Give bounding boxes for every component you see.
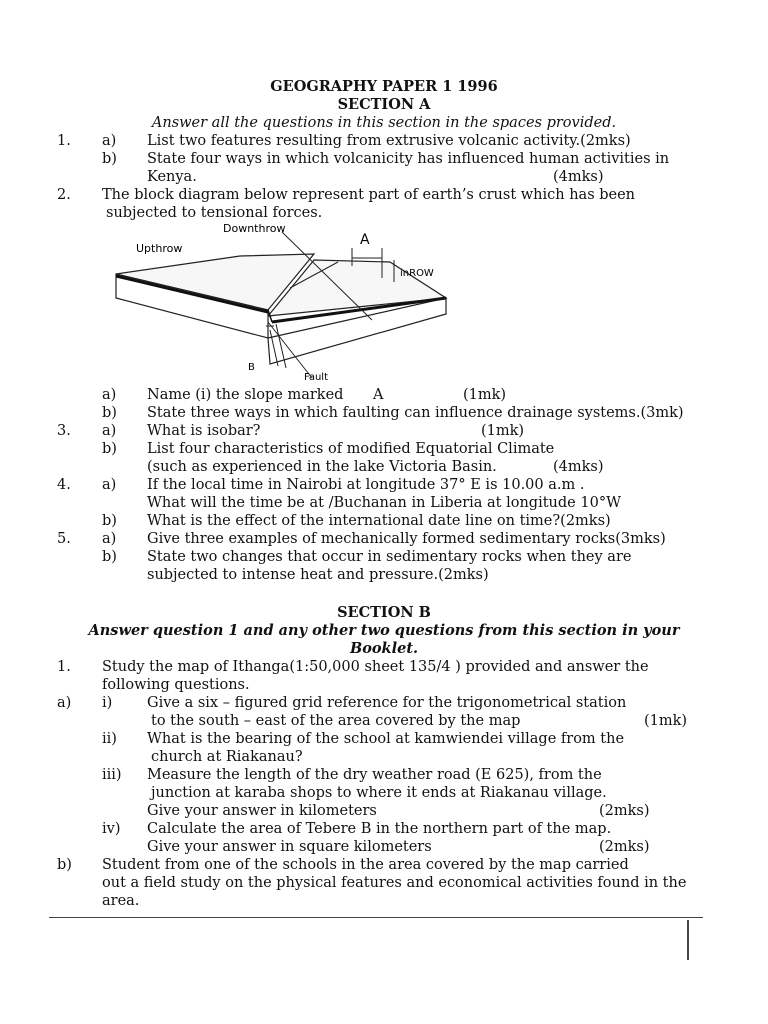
q3b-continuation: (such as experienced in the lake Victoria Basin. xyxy=(147,459,497,475)
page-edge-mark xyxy=(687,920,689,960)
sb-q1-text: Study the map of Ithanga(1:50,000 sheet 135/4 ) provided and answer the xyxy=(102,659,649,675)
q2a-letter: A xyxy=(373,387,384,403)
q5b-text: State two changes that occur in sedimentary rocks when they are xyxy=(147,549,632,565)
sb-q1a-ii-label: ii) xyxy=(102,731,117,747)
q5b-label: b) xyxy=(102,549,117,565)
sb-q1a-iv-label: iv) xyxy=(102,821,121,837)
q3a-marks: (1mk) xyxy=(481,423,525,439)
sb-q1a-iii-text: Measure the length of the dry weather road (E 625), from the xyxy=(147,767,602,783)
block-diagram xyxy=(100,218,460,388)
q3b-marks: (4mks) xyxy=(553,459,604,475)
q4a-label: a) xyxy=(102,477,117,493)
q5a-text: Give three examples of mechanically formed sedimentary rocks(3mks) xyxy=(147,531,666,547)
section-a-instruction: Answer all the questions in this section in the spaces provided. xyxy=(151,115,617,131)
sb-q1b-continuation-2: area. xyxy=(102,893,140,909)
section-b-title: SECTION B xyxy=(337,604,431,621)
q5a-label: a) xyxy=(102,531,117,547)
q1b-text: State four ways in which volcanicity has influenced human activities in xyxy=(147,151,670,167)
sb-q1a-iv-marks: (2mks) xyxy=(599,839,650,855)
q2a-label: a) xyxy=(102,387,117,403)
sb-q1a-i-text: Give a six – figured grid reference for the trigonometrical station xyxy=(147,695,627,711)
throw-label: inROW xyxy=(400,268,434,279)
q1b-marks: (4mks) xyxy=(553,169,604,185)
paper-title: GEOGRAPHY PAPER 1 1996 xyxy=(270,78,498,95)
section-b-instruction-cont: Booklet. xyxy=(349,640,419,657)
q3a-label: a) xyxy=(102,423,117,439)
sb-q1a-i-continuation: to the south – east of the area covered by the map xyxy=(151,713,521,729)
b-label: B xyxy=(248,362,255,373)
sb-q1a-i-label: i) xyxy=(102,695,113,711)
q2a-marks: (1mk) xyxy=(463,387,507,403)
q2-continuation: subjected to tensional forces. xyxy=(106,205,323,221)
q3-number: 3. xyxy=(57,423,71,439)
q1-number: 1. xyxy=(57,133,71,149)
q1a-text: List two features resulting from extrusive volcanic activity.(2mks) xyxy=(147,133,631,149)
q4a-continuation: What will the time be at /Buchanan in Liberia at longitude 10°W xyxy=(147,495,621,511)
sb-q1a-iii-label: iii) xyxy=(102,767,122,783)
q2-text: The block diagram below represent part of earth’s crust which has been xyxy=(102,187,636,203)
slope-a-label: A xyxy=(360,232,370,248)
q5-number: 5. xyxy=(57,531,71,547)
q2a-text: Name (i) the slope marked xyxy=(147,387,344,403)
q4b-label: b) xyxy=(102,513,117,529)
q3a-text: What is isobar? xyxy=(147,423,261,439)
sb-q1b-text: Student from one of the schools in the area covered by the map carried xyxy=(102,857,629,873)
sb-q1-number: 1. xyxy=(57,659,71,675)
q1a-label: a) xyxy=(102,133,117,149)
upthrow-label: Upthrow xyxy=(136,242,183,255)
q4b-text: What is the effect of the international date line on time?(2mks) xyxy=(147,513,611,529)
section-a-title: SECTION A xyxy=(337,96,431,113)
sb-q1b-label: b) xyxy=(57,857,72,873)
sb-q1-continuation: following questions. xyxy=(102,677,250,693)
sb-q1a-iv-text: Calculate the area of Tebere B in the northern part of the map. xyxy=(147,821,612,837)
sb-q1b-continuation: out a field study on the physical features and economical activities found in the xyxy=(102,875,687,891)
sb-q1a-iii-continuation-2: Give your answer in kilometers xyxy=(147,803,377,819)
q4a-text: If the local time in Nairobi at longitude 37° E is 10.00 a.m . xyxy=(147,477,585,493)
q3b-text: List four characteristics of modified Equatorial Climate xyxy=(147,441,555,457)
fault-label: Fault xyxy=(304,372,328,383)
q5b-continuation: subjected to intense heat and pressure.(2mks) xyxy=(147,567,489,583)
q4-number: 4. xyxy=(57,477,71,493)
q2b-text: State three ways in which faulting can influence drainage systems.(3mk) xyxy=(147,405,684,421)
sb-q1a-ii-text: What is the bearing of the school at kamwiendei village from the xyxy=(147,731,625,747)
sb-q1a-iv-continuation: Give your answer in square kilometers xyxy=(147,839,432,855)
sb-q1a-iii-marks: (2mks) xyxy=(599,803,650,819)
q2b-label: b) xyxy=(102,405,117,421)
footer-rule xyxy=(49,917,703,918)
q1b-continuation: Kenya. xyxy=(147,169,197,185)
sb-q1a-ii-continuation: church at Riakanau? xyxy=(151,749,303,765)
q1b-label: b) xyxy=(102,151,117,167)
sb-q1a-label: a) xyxy=(57,695,72,711)
q3b-label: b) xyxy=(102,441,117,457)
section-b-instruction: Answer question 1 and any other two questions from this section in your xyxy=(88,622,680,639)
q2-number: 2. xyxy=(57,187,71,203)
sb-q1a-i-marks: (1mk) xyxy=(644,713,688,729)
sb-q1a-iii-continuation: junction at karaba shops to where it ends at Riakanau village. xyxy=(151,785,607,801)
downthrow-label: Downthrow xyxy=(223,222,286,235)
